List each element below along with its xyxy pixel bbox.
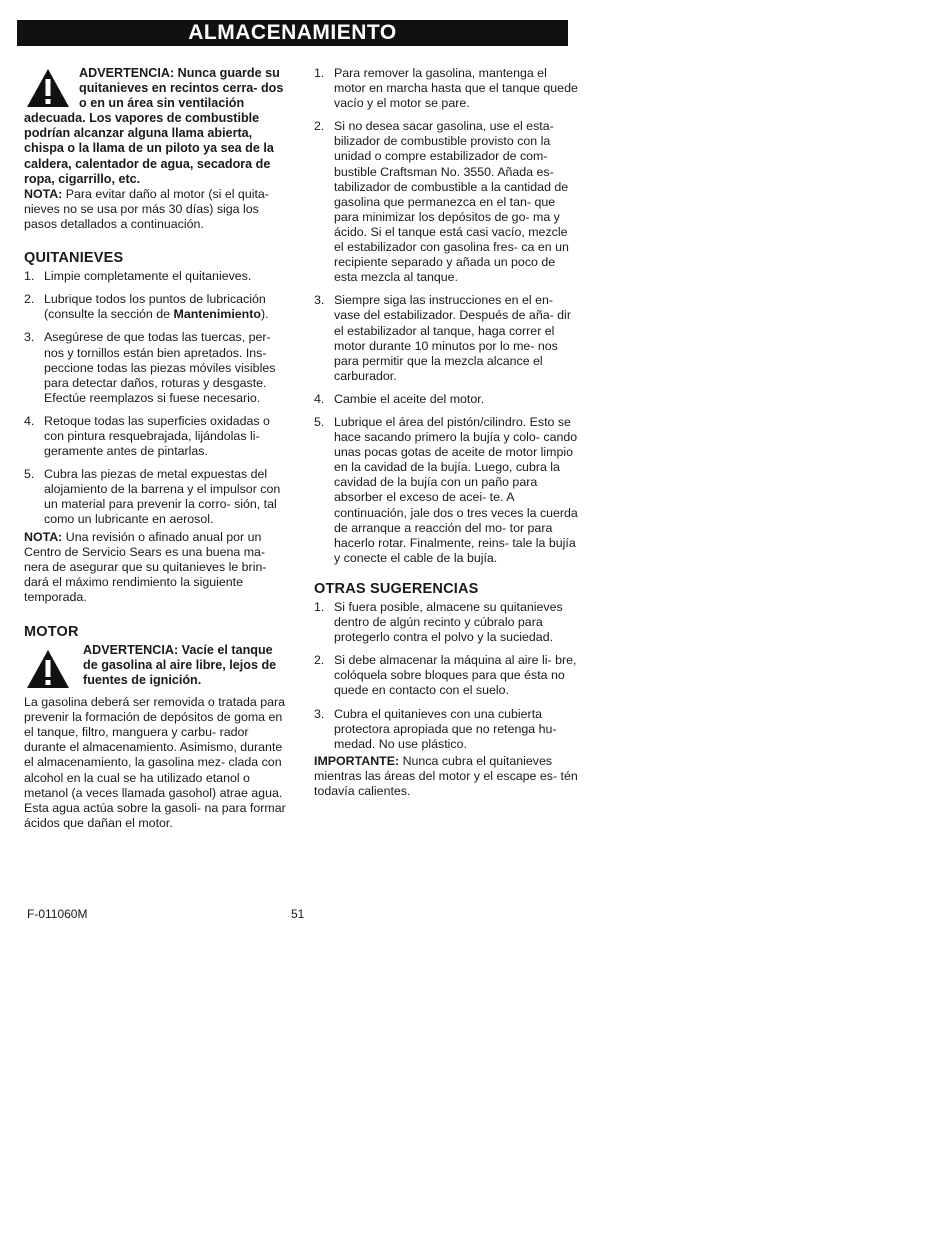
warning1-head: ADVERTENCIA: Nunca guarde su quitanieves en recintos cerra- dos o en un área sin ventilación [79,66,284,111]
motor-paragraph: La gasolina deberá ser removida o tratada para prevenir la formación de depósitos de goma en el tanque, filtro, manguera y carbu- rador durante el almacenamiento. Asimismo, durante el almacenamiento, la gasolina mez- clada con alcohol en la cual se ha utilizado etanol o metanol (a veces llamada gasohol) atrae agua. Esta agua actúa sobre la gasoli- na para formar ácidos que dañan el motor. [24,695,286,830]
warning1-rest: adecuada. Los vapores de combustible podrían alcanzar alguna llama abierta, chispa o la llama de un piloto ya sea de la caldera, calentador de agua, secadora de ropa, cigarrillo, etc. [24,111,274,186]
warning-fire-block [24,66,286,187]
list-item: 2. Si no desea sacar gasolina, use el esta- bilizador de combustible provisto con la unidad o compre estabilizador de com- bustible Craftsman No. 3550. Añada es- tabilizador de combustible a la cantidad de gasolina que permanezca en el tan- que para minimizar los depósitos de go- ma y ácido. Si el tanque está casi vacío, mezcle el estabilizador con gasolina fres- ca en un recipiente separado y añada un poco de esta mezcla al tanque. [314,119,569,285]
heading-quitanieves: QUITANIEVES [24,250,124,267]
nota-text: Para evitar daño al motor (si el quita- nieves no se usa por más 30 días) siga los pasos detallados a continuación. [24,186,269,231]
list-item: 3. Siempre siga las instrucciones en el en- vase del estabilizador. Después de aña- dir el estabilizador al tanque, haga correr el motor durante 10 minutos por lo me- nos para permitir que la mezcla alcance el carburador. [314,293,571,383]
importante-label: IMPORTANTE: [314,753,400,768]
otras-list [314,600,578,752]
list-item: 2. Si debe almacenar la máquina al aire li- bre, colóquela sobre bloques para que ésta no quede en contacto con el suelo. [314,653,577,698]
heading-otras-sugerencias: OTRAS SUGERENCIAS [314,580,479,597]
list-item: 1. Para remover la gasolina, mantenga el motor en marcha hasta que el tanque quede vacío y el motor se pare. [314,66,578,111]
heading-motor: MOTOR [24,624,79,640]
importante-note [314,754,578,799]
warning-fuel-block [24,643,286,691]
nota-label: NOTA: [24,529,63,544]
list-item: 4. Cambie el aceite del motor. [314,391,485,406]
list-item: 3. Cubra el quitanieves con una cubierta protectora apropiada que no retenga hu- medad. No use plástico. [314,706,557,751]
warning-triangle-icon [26,68,70,108]
list-item: 5. Lubrique el área del pistón/cilindro. Esto se hace sacando primero la bujía y colo- cando unas pocas gotas de aceite de motor limpio en la cavidad de la bujía. Luego, cubra la cavidad de la bujía con un paño para absorber el exceso de acei- te. A continuación, jale dos o tres veces la cuerda de arranque a reacción del mo- tor para hacerlo rotar. Finalmente, reins- tale la bujía y conecte el cable de la bujía. [314,414,578,565]
list-item: 1. Si fuera posible, almacene su quitanieves dentro de algún recinto y cúbralo para protegerlo contra el polvo y la suciedad. [314,600,563,645]
list-item: 1. Limpie completamente el quitanieves. [24,269,252,284]
list-item: 4. Retoque todas las superficies oxidadas o con pintura resquebrajada, lijándolas li- geramente antes de pintarlas. [24,413,270,459]
importante-text: Nunca cubra el quitanieves mientras las áreas del motor y el escape es- tén todavía calientes. [314,753,578,799]
left-column [24,66,286,831]
list-item: 3. Asegúrese de que todas las tuercas, per- nos y tornillos están bien apretados. Ins- peccione todas las piezas móviles visibles para detectar daños, roturas y desgaste. Efectúe reemplazos si fuese necesario. [24,330,276,405]
quitanieves-list [24,269,286,527]
footer-page-number: 51 [291,907,305,921]
nota-storage [24,187,286,232]
mantenimiento-ref: Mantenimiento [173,307,261,322]
motor-steps-list [314,66,578,566]
nota-annual-service [24,530,286,605]
nota-text: Una revisión o afinado anual por un Centro de Servicio Sears es una buena ma- nera de asegurar que su quitanieves le brin- dará el máximo rendimiento la siguiente temporada. [24,529,267,604]
right-column [314,66,578,799]
warning-triangle-icon [26,649,70,689]
nota-label: NOTA: [24,186,63,201]
page-banner: ALMACENAMIENTO [17,20,568,46]
warning2-text: ADVERTENCIA: Vacíe el tanque de gasolina al aire libre, lejos de fuentes de ignición. [83,643,277,688]
list-item: 2. Lubrique todos los puntos de lubricación (consulte la sección de Mantenimiento). [24,292,269,322]
list-item: 5. Cubra las piezas de metal expuestas del alojamiento de la barrena y el impulsor con un material para prevenir la corro- sión, tal como un lubricante en aerosol. [24,467,281,527]
footer-doc-code: F-011060M [27,907,88,921]
